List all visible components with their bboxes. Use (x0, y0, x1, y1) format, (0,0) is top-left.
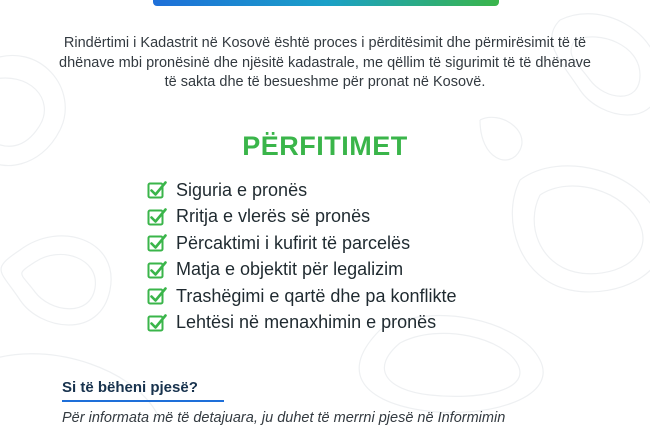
checkbox-check-icon (147, 260, 167, 280)
benefit-label: Siguria e pronës (176, 179, 308, 200)
top-accent-bar (153, 0, 499, 6)
benefit-item (147, 310, 457, 337)
benefit-item (147, 177, 457, 204)
join-description: Për informata më të detajuara, ju duhet të merrni pjesë në Informimin (62, 410, 506, 426)
checkbox-check-icon (147, 180, 167, 200)
intro-paragraph: Rindërtimi i Kadastrit në Kosovë është proces i përditësimit dhe përmirësimit të të dhënave mbi pronësinë dhe njësitë kadastrale, me qëllim të sigurimit të të dhënave të sakta dhe të besueshme për pronat në Kosovë. (59, 35, 591, 90)
benefit-item (147, 204, 457, 231)
checkbox-check-icon (147, 286, 167, 306)
benefit-item (147, 257, 457, 284)
checkbox-check-icon (147, 207, 167, 227)
benefit-label: Përcaktimi i kufirit të parcelës (176, 232, 411, 253)
benefits-heading: PËRFITIMET (242, 131, 408, 161)
benefit-label: Lehtësi në menaxhimin e pronës (176, 312, 437, 333)
checkbox-check-icon (147, 313, 167, 333)
benefit-item (147, 230, 457, 257)
join-heading: Si të bëheni pjesë? (62, 379, 198, 396)
benefits-list (147, 177, 457, 336)
benefit-label: Trashëgimi e qartë dhe pa konflikte (176, 285, 457, 306)
checkbox-check-icon (147, 233, 167, 253)
benefit-label: Rritja e vlerës së pronës (176, 206, 371, 227)
benefit-label: Matja e objektit për legalizim (176, 259, 404, 280)
join-heading-underline (62, 400, 224, 402)
benefit-item (147, 283, 457, 310)
